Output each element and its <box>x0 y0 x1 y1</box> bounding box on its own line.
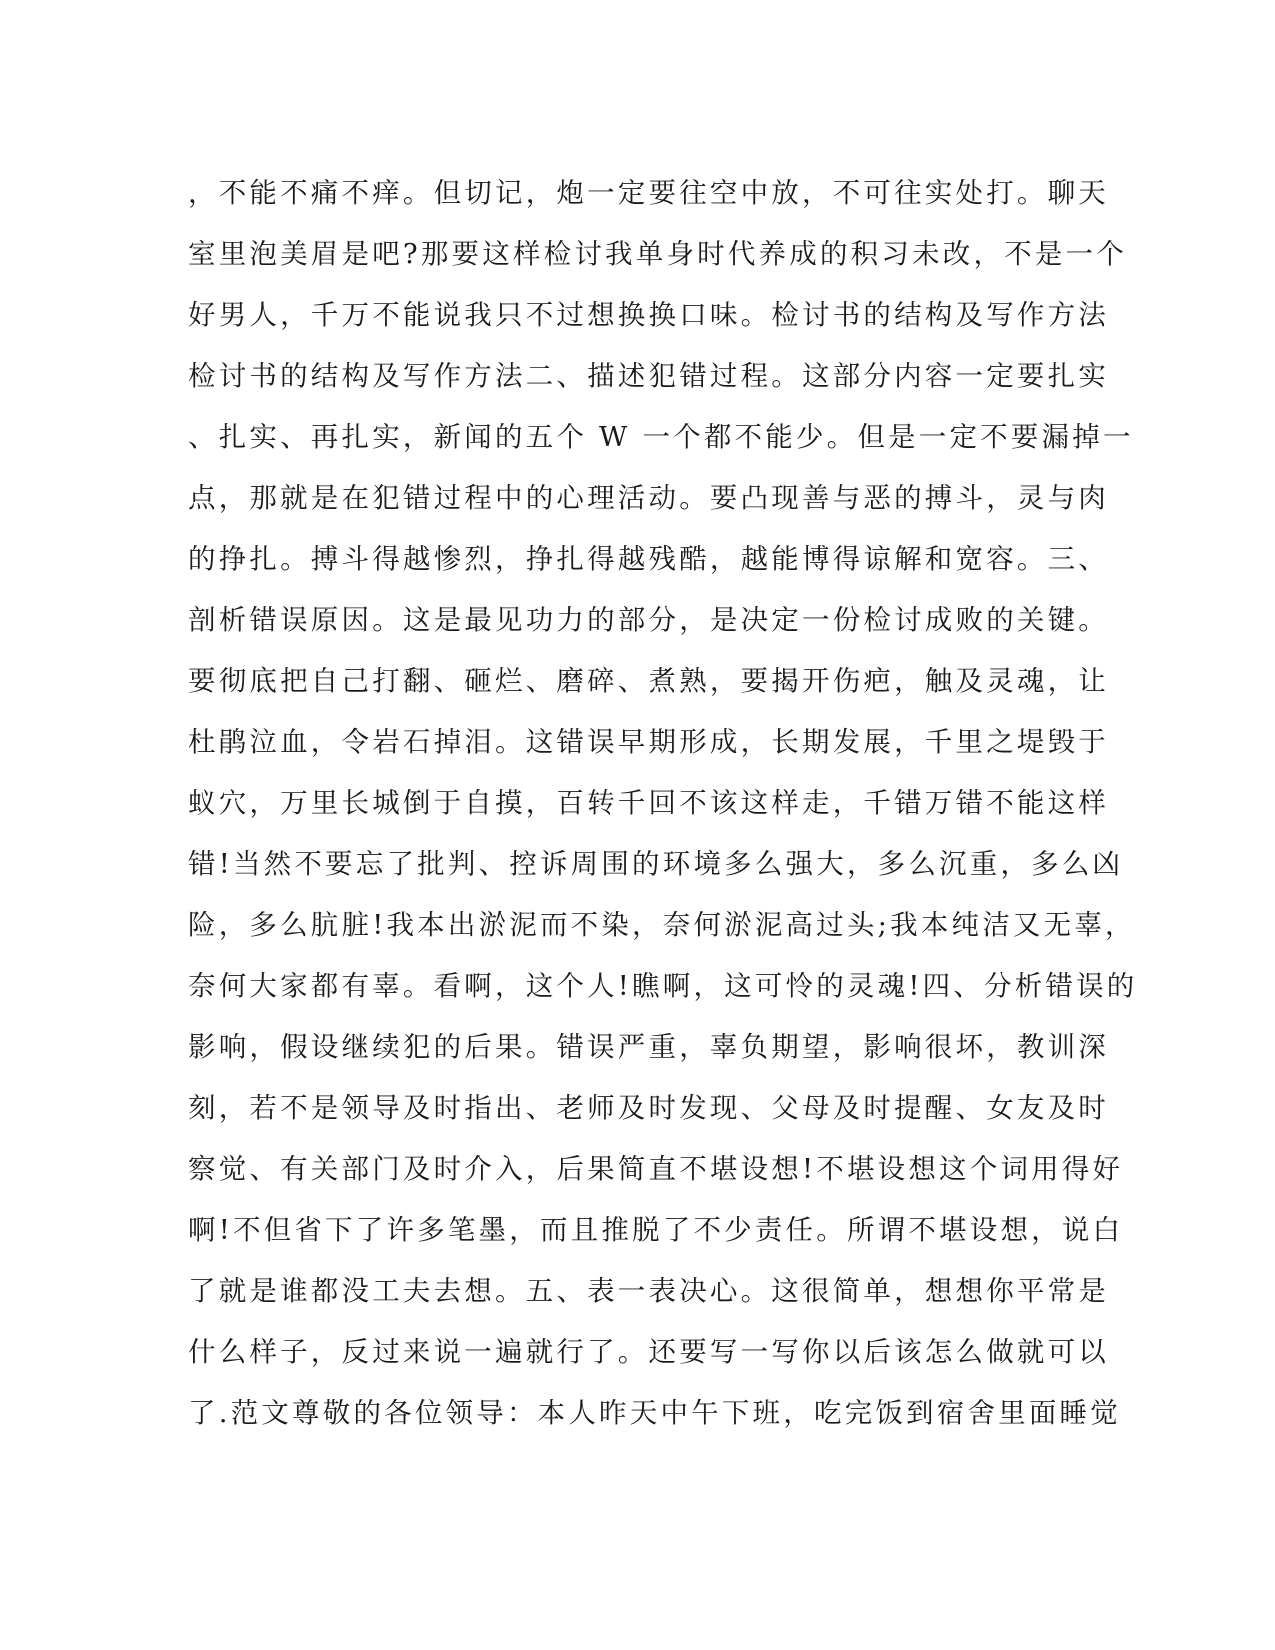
text-line: 杜鹃泣血，令岩石掉泪。这错误早期形成，长期发展，千里之堤毁于 <box>188 726 1109 758</box>
text-line: 险，多么肮脏!我本出淤泥而不染，奈何淤泥高过头;我本纯洁又无辜， <box>188 909 1136 941</box>
text-line: 什么样子，反过来说一遍就行了。还要写一写你以后该怎么做就可以 <box>188 1336 1109 1368</box>
text-line: 要彻底把自己打翻、砸烂、磨碎、煮熟，要揭开伤疤，触及灵魂，让 <box>188 665 1109 697</box>
text-line: ，不能不痛不痒。但切记，炮一定要往空中放，不可往实处打。聊天 <box>188 177 1109 209</box>
text-line: 刻，若不是领导及时指出、老师及时发现、父母及时提醒、女友及时 <box>188 1092 1109 1124</box>
text-line: 室里泡美眉是吧?那要这样检讨我单身时代养成的积习未改，不是一个 <box>188 238 1127 270</box>
text-line: 啊!不但省下了许多笔墨，而且推脱了不少责任。所谓不堪设想，说白 <box>188 1214 1124 1246</box>
text-line: 检讨书的结构及写作方法二、描述犯错过程。这部分内容一定要扎实 <box>188 360 1109 392</box>
text-line: 、扎实、再扎实，新闻的五个 W 一个都不能少。但是一定不要漏掉一 <box>188 421 1134 453</box>
text-line: 影响，假设继续犯的后果。错误严重，辜负期望，影响很坏，教训深 <box>188 1031 1109 1063</box>
text-line: 蚁穴，万里长城倒于自摸，百转千回不该这样走，千错万错不能这样 <box>188 787 1109 819</box>
body-text <box>188 163 1138 1444</box>
text-line: 了.范文尊敬的各位领导：本人昨天中午下班，吃完饭到宿舍里面睡觉 <box>188 1397 1121 1429</box>
text-line: 奈何大家都有辜。看啊，这个人!瞧啊，这可怜的灵魂!四、分析错误的 <box>188 970 1138 1002</box>
text-line: 错!当然不要忘了批判、控诉周围的环境多么强大，多么沉重，多么凶 <box>188 848 1124 880</box>
text-line: 好男人，千万不能说我只不过想换换口味。检讨书的结构及写作方法 <box>188 299 1109 331</box>
text-line: 了就是谁都没工夫去想。五、表一表决心。这很简单，想想你平常是 <box>188 1275 1109 1307</box>
text-line: 的挣扎。搏斗得越惨烈，挣扎得越残酷，越能博得谅解和宽容。三、 <box>188 543 1109 575</box>
text-line: 剖析错误原因。这是最见功力的部分，是决定一份检讨成败的关键。 <box>188 604 1109 636</box>
text-line: 察觉、有关部门及时介入，后果简直不堪设想!不堪设想这个词用得好 <box>188 1153 1124 1185</box>
text-line: 点，那就是在犯错过程中的心理活动。要凸现善与恶的搏斗，灵与肉 <box>188 482 1109 514</box>
